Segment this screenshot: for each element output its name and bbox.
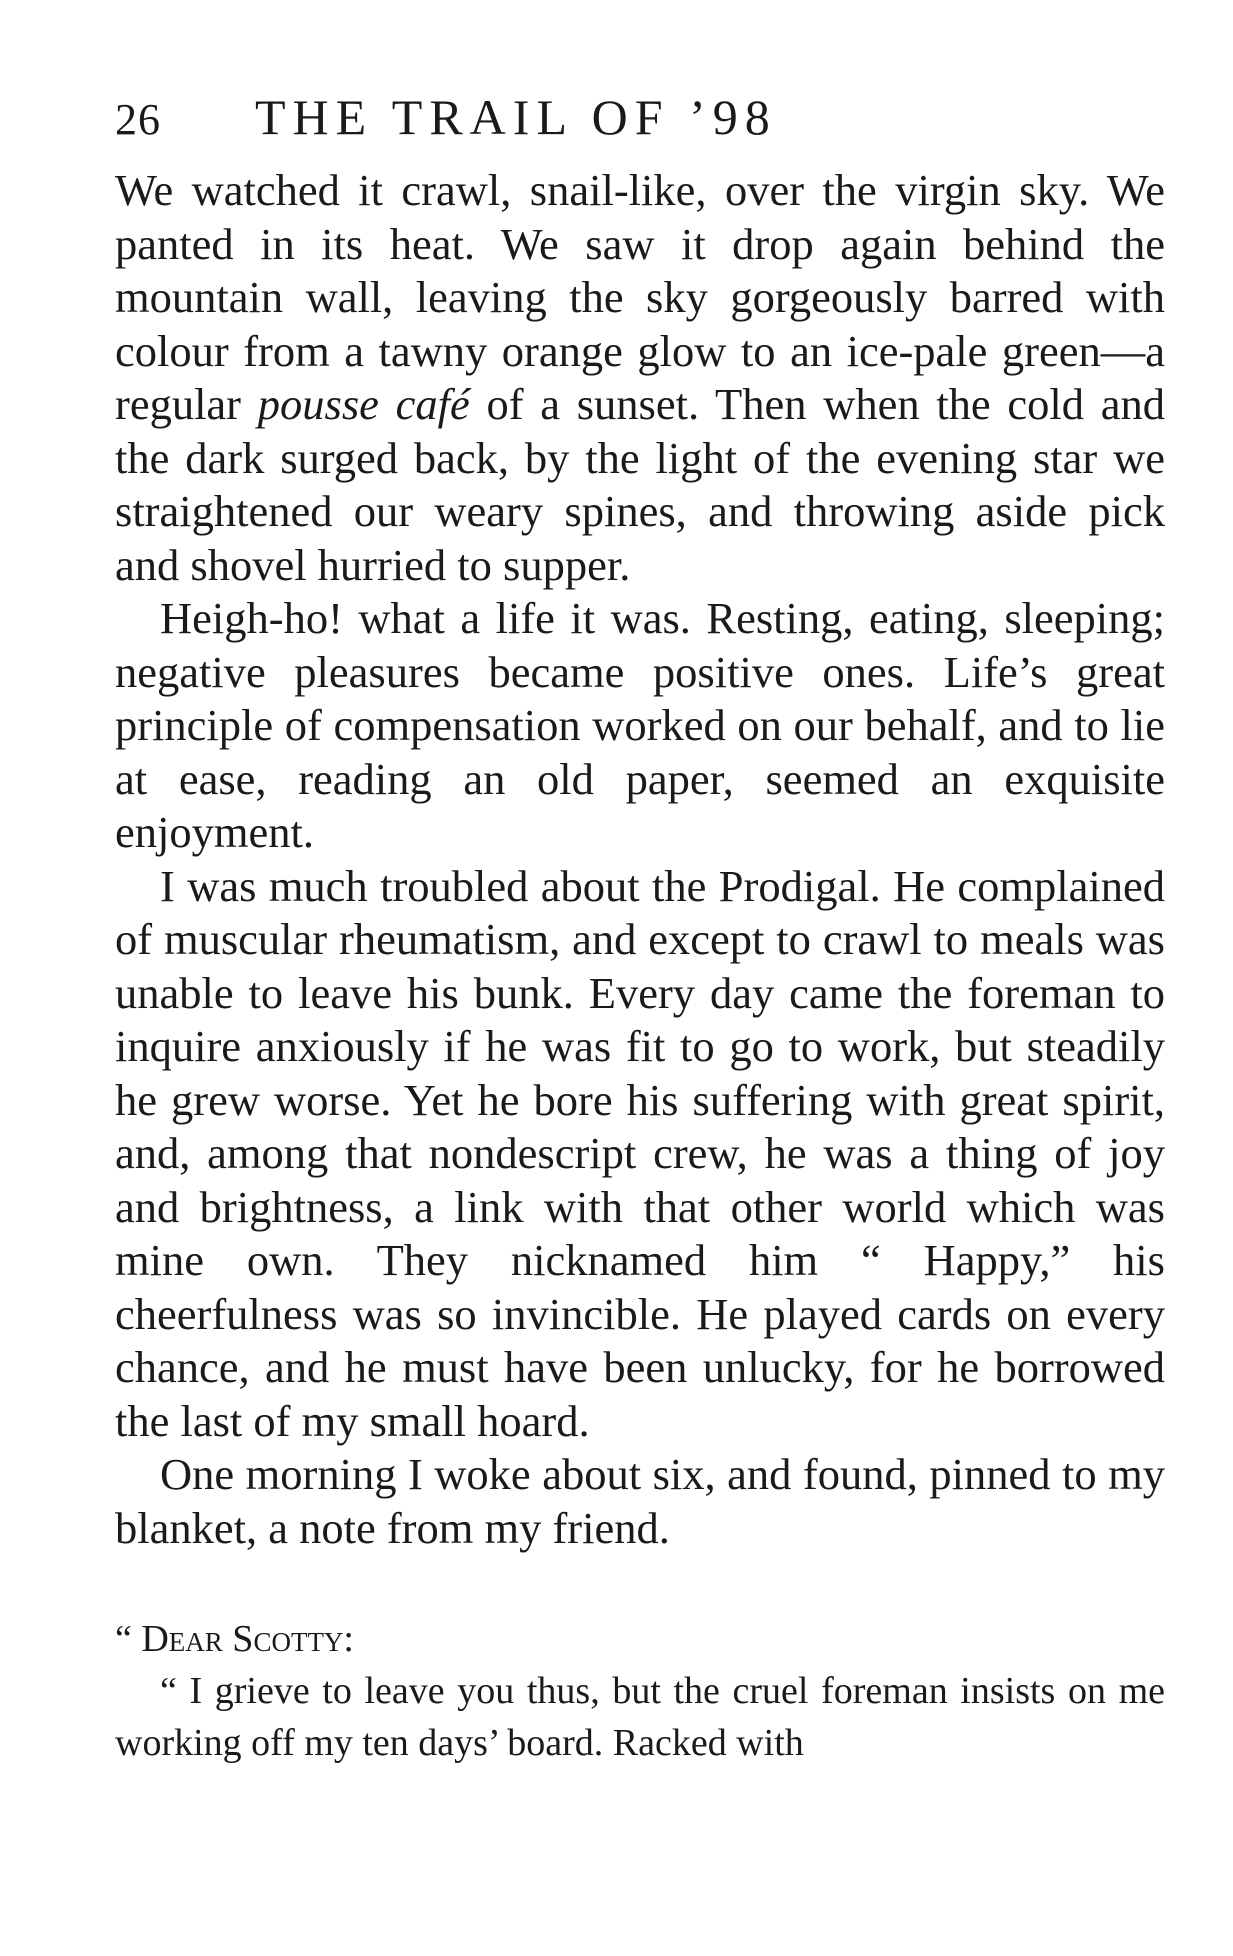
running-title: THE TRAIL OF ’98 xyxy=(255,89,777,145)
letter xyxy=(115,1613,1165,1769)
paragraph-sunset-before: We watched it crawl, snail-like, over the virgin sky. We panted in its heat. We saw it drop again behind the mountain wall, leaving the sky gorgeously barred with colour from a tawny orange glow to an ice-pale green—a regular xyxy=(115,165,1165,429)
body-text xyxy=(115,164,1165,1555)
page-number: 26 xyxy=(115,95,161,144)
paragraph-prodigal: I was much troubled about the Prodigal. He complained of muscular rheumatism, and except to crawl to meals was unable to leave his bunk. Every day came the foreman to inquire anxiously if he was fit to go to work, but steadily he grew worse. Yet he bore his suffering with great spirit, and, among that nondescript crew, he was a thing of joy and brightness, a link with that other world which was mine own. They nicknamed him “ Happy,” his cheerfulness was so invincible. He played cards on every chance, and he must have been unlucky, for he borrowed the last of my small hoard. xyxy=(115,860,1165,1446)
book-page xyxy=(115,88,1165,1769)
letter-salutation: “ Dear Scotty: xyxy=(115,1618,354,1660)
paragraph-sunset-after: of a sunset. Then when the cold and the dark surged back, by the light of the evening star we straightened our weary spines, and throwing aside pick and shovel hurried to supper. xyxy=(115,379,1165,590)
paragraph-heigh-ho: Heigh-ho! what a life it was. Resting, eating, sleeping; negative pleasures became positive ones. Life’s great principle of compensation worked on our behalf, and to lie at ease, reading an old paper, seemed an exquisite enjoyment. xyxy=(115,593,1165,857)
paragraph-note: One morning I woke about six, and found, pinned to my blanket, a note from my friend. xyxy=(115,1449,1165,1553)
running-head xyxy=(115,88,1165,158)
italic-phrase: pousse café xyxy=(257,379,470,429)
paragraph-sunset xyxy=(115,164,1165,592)
letter-body: “ I grieve to leave you thus, but the cruel foreman insists on me working off my ten days’ board. Racked with xyxy=(115,1670,1165,1764)
